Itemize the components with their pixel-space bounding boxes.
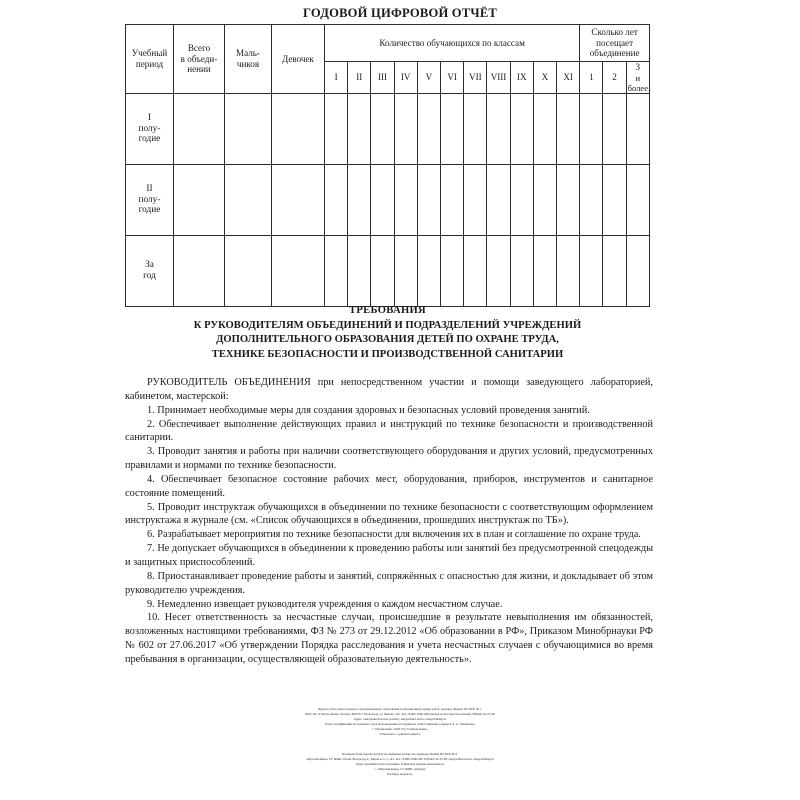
- header-period-line2: период: [135, 59, 164, 69]
- table-header-row-groups: [126, 25, 650, 62]
- requirement-item-2: 2. Обеспечивает выполнение действующих правил и инструкций по технике безопасности и производственной санитарии.: [125, 418, 653, 444]
- cell-girls[interactable]: [272, 236, 325, 307]
- cell-years-3[interactable]: [626, 94, 649, 165]
- header-class-5: V: [417, 62, 440, 94]
- cell-class-4[interactable]: [394, 94, 417, 165]
- cell-years-1[interactable]: [580, 94, 603, 165]
- cell-years-2[interactable]: [603, 236, 626, 307]
- imprint-kz-line5: Рәсімдеу өңделген.: [387, 772, 413, 776]
- header-class-6: VI: [441, 62, 464, 94]
- cell-class-1[interactable]: [325, 236, 348, 307]
- cell-class-6[interactable]: [441, 94, 464, 165]
- header-years-line3: объединение: [589, 48, 640, 59]
- requirement-item-1: 1. Принимает необходимые меры для создания здоровых и безопасных условий проведения занятий.: [147, 404, 590, 416]
- cell-total[interactable]: [174, 165, 225, 236]
- cell-class-3[interactable]: [371, 94, 394, 165]
- cell-class-1[interactable]: [325, 94, 348, 165]
- imprint-kz-line2: «Мұғалім-Канц» СУ ЖШС, Ресей, Волгоград қ., Киров к-сі, д. 143. Тел.: 8-800-1000-299, 8 (8442) 42-25-58; zut@uchitel-izd.ru, sale@uchmag.ru: [305, 757, 495, 761]
- header-class-2: II: [348, 62, 371, 94]
- requirements-heading-line4: ТЕХНИКЕ БЕЗОПАСНОСТИ И ПРОИЗВОДСТВЕННОЙ САНИТАРИИ: [211, 348, 564, 360]
- requirements-heading-line2: К РУКОВОДИТЕЛЯМ ОБЪЕДИНЕНИЙ И ПОДРАЗДЕЛЕНИЙ УЧРЕЖДЕНИЙ: [193, 319, 582, 331]
- cell-class-7[interactable]: [464, 236, 487, 307]
- table-row: [126, 165, 650, 236]
- requirements-heading-line3: ДОПОЛНИТЕЛЬНОГО ОБРАЗОВАНИЯ ДЕТЕЙ ПО ОХРАНЕ ТРУДА,: [216, 334, 559, 346]
- requirement-item-10: 10. Несет ответственность за несчастные случаи, происшедшие в результате невыполнения им обязанностей, возложенных настоящими требованиями, ФЗ № 273 от 29.12.2012 «Об образовании в РФ», Приказом Минобрнауки РФ № 602 от 27.06.2017 «Об утверждении Порядка расследования и учета несчастных случаев с обучающимися во время пребывания в организации, осуществляющей образовательную деятельность».: [125, 612, 653, 665]
- cell-class-6[interactable]: [441, 165, 464, 236]
- requirements-heading-line1: ТРЕБОВАНИЯ: [349, 305, 426, 316]
- imprint-ru-line6: Отпечатано с оригинал-макета.: [379, 732, 421, 736]
- cell-years-2[interactable]: [603, 94, 626, 165]
- cell-class-8[interactable]: [487, 236, 510, 307]
- cell-class-2[interactable]: [348, 94, 371, 165]
- header-boys: [225, 25, 272, 94]
- header-class-3: III: [371, 62, 394, 94]
- row-label-second-half: [126, 165, 174, 236]
- cell-class-5[interactable]: [417, 236, 440, 307]
- cell-class-9[interactable]: [510, 165, 533, 236]
- requirement-item-7: 7. Не допускает обучающихся в объединении к проведению работы или занятий без предусмотренной спецодежды и защитных приспособлений.: [125, 543, 653, 568]
- cell-girls[interactable]: [272, 94, 325, 165]
- header-class-8: VIII: [487, 62, 510, 94]
- cell-class-8[interactable]: [487, 94, 510, 165]
- cell-class-11[interactable]: [557, 236, 580, 307]
- imprint-ru-line2: ООО ТД «Учитель-Канц». Россия, 400079, г. Волгоград, ул. Кирова, 143. Тел.: 8-800-1000-299 (звонок по России бесплатный), 8(8442) 42-25-58.: [304, 712, 496, 716]
- imprint-kz-line3: Тауар сертификаттауға жатпайды. Пайдалану мерзімі шектелмеген.: [355, 762, 445, 766]
- row-label-line2: полу-: [138, 123, 161, 134]
- row-label-year-total: [126, 236, 174, 307]
- row-label-line3: годие: [138, 134, 161, 145]
- requirement-item-8: 8. Приостанавливает проведение работы и занятий, сопряжённых с опасностью для жизни, и докладывает об этом руководителю учреждения.: [125, 570, 653, 596]
- cell-class-1[interactable]: [325, 165, 348, 236]
- cell-class-4[interactable]: [394, 236, 417, 307]
- header-group-by-class: Количество обучающихся по классам: [325, 25, 580, 62]
- cell-class-2[interactable]: [348, 236, 371, 307]
- header-years-3-number: 3: [635, 62, 641, 72]
- imprint-kz-line4: © «Мұғалім-Канц» СУ ЖШС рәсімдеу.: [374, 767, 426, 771]
- cell-class-11[interactable]: [557, 165, 580, 236]
- imprint-ru-line1: Журнал учёта работы педагога дополнительного образования в объединении (секции, клубе, кружке). Формат 60×84/8, 40 с.: [318, 707, 482, 711]
- page-title: ГОДОВОЙ ЦИФРОВОЙ ОТЧЁТ: [302, 6, 498, 20]
- header-class-9: IX: [510, 62, 533, 94]
- row-label-line3: годие: [138, 205, 161, 216]
- cell-class-8[interactable]: [487, 165, 510, 236]
- requirement-item-4: 4. Обеспечивает безопасное состояние рабочих мест, оборудования, приборов, инструментов и санитарное состояние помещений.: [125, 473, 653, 499]
- annual-report-table: [125, 24, 650, 307]
- imprint-kz-line1: Қосымша білім беретін педагогтің жұмысын есепке алу журналы. Пішімі 60×84/8, 40 б.: [341, 752, 459, 756]
- imprint-ru-line5: © Оформление. ООО ТД «Учитель-Канц».: [371, 727, 429, 731]
- cell-boys[interactable]: [225, 165, 272, 236]
- table-row: [126, 94, 650, 165]
- row-label-line2: год: [143, 271, 156, 281]
- header-period-line1: Учебный: [131, 48, 168, 59]
- cell-class-3[interactable]: [371, 165, 394, 236]
- cell-years-2[interactable]: [603, 165, 626, 236]
- cell-boys[interactable]: [225, 94, 272, 165]
- cell-class-5[interactable]: [417, 165, 440, 236]
- header-years-3-label: и более: [627, 72, 649, 93]
- header-class-10: X: [533, 62, 556, 94]
- cell-class-2[interactable]: [348, 165, 371, 236]
- cell-years-3[interactable]: [626, 236, 649, 307]
- cell-class-9[interactable]: [510, 236, 533, 307]
- cell-total[interactable]: [174, 94, 225, 165]
- cell-class-3[interactable]: [371, 236, 394, 307]
- header-years-line2: посещает: [596, 37, 634, 48]
- cell-class-4[interactable]: [394, 165, 417, 236]
- table-body: [126, 94, 650, 307]
- row-label-line1: I: [147, 112, 152, 123]
- cell-class-10[interactable]: [533, 165, 556, 236]
- cell-total[interactable]: [174, 236, 225, 307]
- header-total-line1: Всего: [187, 42, 211, 53]
- row-label-line1: За: [145, 260, 154, 271]
- header-group-years-attending: [580, 25, 650, 62]
- imprint-ru-line3: Адрес электронной почты (e-mail): zut@uchitel-izd.ru, sale@uchmag.ru: [353, 717, 447, 721]
- cell-class-7[interactable]: [464, 165, 487, 236]
- imprint-kazakh: [0, 752, 800, 777]
- cell-girls[interactable]: [272, 165, 325, 236]
- requirements-heading: [125, 304, 650, 362]
- header-class-11: XI: [557, 62, 580, 94]
- cell-class-10[interactable]: [533, 236, 556, 307]
- cell-years-1[interactable]: [580, 236, 603, 307]
- header-total-line2: в объеди-: [180, 53, 218, 64]
- requirement-item-6: 6. Разрабатывает мероприятия по технике безопасности для включения их в план и соглашение по охране труда.: [147, 529, 641, 541]
- cell-years-1[interactable]: [580, 165, 603, 236]
- imprint-russian: [0, 707, 800, 737]
- cell-class-10[interactable]: [533, 94, 556, 165]
- row-label-first-half: [126, 94, 174, 165]
- cell-years-3[interactable]: [626, 165, 649, 236]
- table-header: [126, 25, 650, 94]
- requirements-body: [125, 376, 653, 667]
- row-label-line2: полу-: [138, 194, 161, 205]
- requirement-item-3: 3. Проводит занятия и работы при наличии соответствующего оборудования и других условий, предусмотренных правилами и нормами по технике безопасности.: [125, 446, 653, 472]
- cell-class-6[interactable]: [441, 236, 464, 307]
- imprint-ru-line4: Товар сертификации не подлежит. Срок использования не ограничен. Ответственный за выпуск А. А. Лоншакова.: [324, 722, 476, 726]
- header-years-2: 2: [603, 62, 626, 94]
- requirement-item-5: 5. Проводит инструктаж обучающихся в объединении по технике безопасности с соответствующим оформлением инструктажа в журнале (см. «Список обучающихся в объединении, прошедших инструктаж по ТБ»).: [125, 501, 653, 527]
- header-years-3-or-more: [626, 62, 649, 94]
- requirements-intro: РУКОВОДИТЕЛЬ ОБЪЕДИНЕНИЯ при непосредственном участии и помощи заведующего лабораторией, кабинетом, мастерской:: [125, 377, 653, 402]
- header-boys-line2: чиков: [236, 59, 260, 69]
- header-total-line3: нении: [187, 64, 211, 75]
- cell-boys[interactable]: [225, 236, 272, 307]
- row-label-line1: II: [146, 183, 153, 194]
- header-class-1: I: [325, 62, 348, 94]
- header-years-1: 1: [580, 62, 603, 94]
- header-years-line1: Сколько лет: [591, 26, 638, 37]
- cell-class-7[interactable]: [464, 94, 487, 165]
- cell-class-11[interactable]: [557, 94, 580, 165]
- cell-class-5[interactable]: [417, 94, 440, 165]
- header-boys-line1: Маль-: [236, 48, 260, 59]
- requirement-item-9: 9. Немедленно извещает руководителя учреждения о каждом несчастном случае.: [147, 598, 503, 610]
- header-class-4: IV: [394, 62, 417, 94]
- header-total-in-group: [174, 25, 225, 94]
- header-class-7: VII: [464, 62, 487, 94]
- header-period: [126, 25, 174, 94]
- header-girls: Девочек: [272, 25, 325, 94]
- table-row: [126, 236, 650, 307]
- cell-class-9[interactable]: [510, 94, 533, 165]
